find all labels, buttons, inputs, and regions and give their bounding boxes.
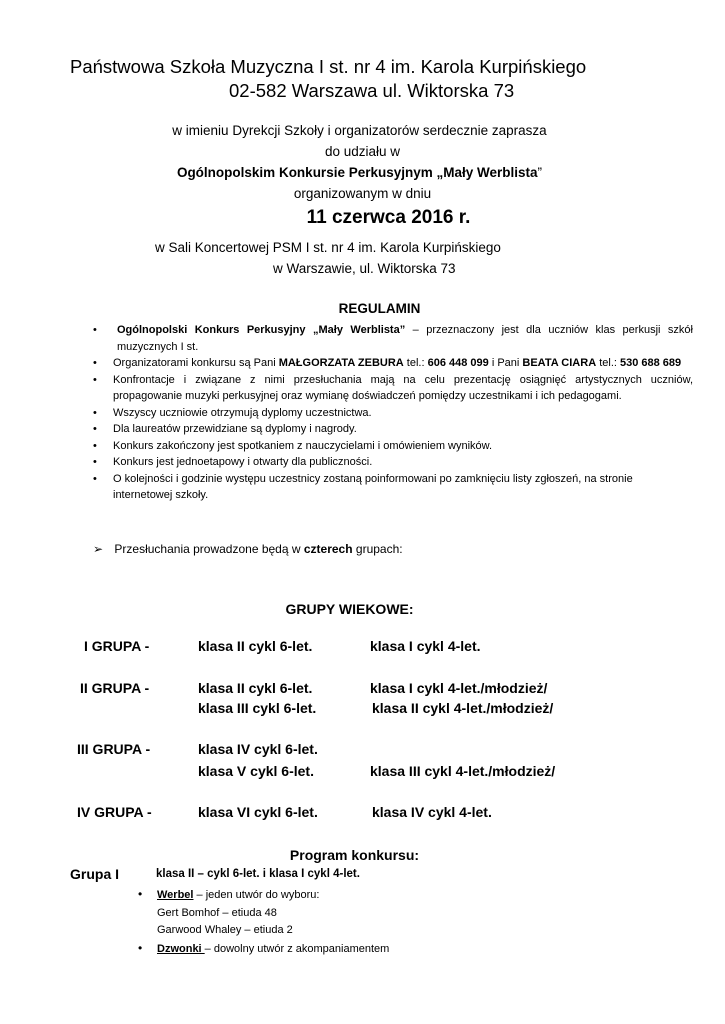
bullet-icon: •: [93, 472, 97, 485]
venue-line-2: w Warszawie, ul. Wiktorska 73: [273, 261, 456, 276]
school-address: 02-582 Warszawa ul. Wiktorska 73: [229, 80, 515, 101]
groups-title: GRUPY WIEKOWE:: [285, 601, 414, 617]
bullet-icon: •: [93, 439, 97, 452]
werbel-text: – jeden utwór do wyboru:: [193, 889, 320, 901]
contest-name-quote: ”: [537, 165, 543, 180]
group-4-class-6: klasa VI cykl 6-let.: [198, 804, 318, 820]
group-4-label: IV GRUPA -: [77, 804, 152, 820]
program-group-label: Grupa I: [70, 866, 120, 882]
regulamin-item: [93, 405, 693, 422]
regulamin-item: [93, 421, 693, 438]
group-1-class-6: klasa II cykl 6-let.: [198, 638, 313, 654]
regulamin-item: [93, 454, 693, 471]
bullet-icon: •: [138, 887, 143, 901]
bullet-icon: •: [138, 941, 143, 955]
bullet-icon: •: [93, 406, 97, 419]
regulamin-item-2-text: Organizatorami konkursu są Pani: [113, 357, 279, 369]
auditions-text: Przesłuchania prowadzone będą w: [114, 542, 304, 556]
regulamin-list: [93, 322, 693, 504]
group-1-class-4: klasa I cykl 4-let.: [370, 638, 481, 654]
group-2-label: II GRUPA -: [80, 680, 150, 696]
venue-line-1: w Sali Koncertowej PSM I st. nr 4 im. Karola Kurpińskiego: [155, 240, 501, 255]
regulamin-item-5-text: Dla laureatów przewidziane są dyplomy i nagrody.: [113, 423, 357, 435]
regulamin-item-2-text: tel.:: [403, 357, 428, 369]
bullet-icon: •: [93, 373, 97, 386]
organizer-name-1: MAŁGORZATA ZEBURA: [278, 357, 404, 369]
regulamin-item-2-text: tel.:: [596, 357, 620, 369]
contest-name: [0, 165, 722, 180]
group-2-class-4-a: klasa I cykl 4-let./młodzież/: [370, 680, 548, 696]
group-3-class-6-a: klasa IV cykl 6-let.: [198, 741, 318, 757]
auditions-text-end: grupach:: [352, 542, 403, 556]
organizer-name-2: BEATA CIARA: [522, 357, 597, 369]
regulamin-item: [93, 372, 693, 405]
regulamin-item: [93, 355, 693, 372]
regulamin-item-1-bold: Ogólnopolski Konkurs Perkusyjny „Mały Werblista”: [117, 324, 406, 336]
bullet-icon: •: [93, 423, 97, 435]
werbel-option-1: Gert Bomhof – etiuda 48: [157, 907, 277, 919]
werbel-label: Werbel: [157, 889, 194, 901]
invite-line-4: organizowanym w dniu: [293, 186, 432, 201]
regulamin-item: [93, 322, 693, 355]
werbel-option-2: Garwood Whaley – etiuda 2: [157, 924, 293, 936]
bullet-icon: •: [93, 324, 97, 336]
invite-line-2: do udziału w: [324, 144, 401, 159]
bullet-icon: •: [93, 456, 97, 468]
invite-line-1: w imieniu Dyrekcji Szkoły i organizatorów serdecznie zaprasza: [172, 123, 547, 138]
dzwonki-text: – dowolny utwór z akompaniamentem: [204, 943, 390, 955]
program-group-desc: klasa II – cykl 6-let. i klasa I cykl 4-let.: [156, 868, 360, 880]
dzwonki-line: [157, 941, 389, 958]
group-2-class-6-b: klasa III cykl 6-let.: [198, 700, 317, 716]
dzwonki-label: Dzwonki: [157, 943, 205, 955]
regulamin-title: REGULAMIN: [338, 301, 421, 316]
regulamin-item-8-text: O kolejności i godzinie występu uczestnicy zostaną poinformowani po zamknięciu listy zgłoszeń, na stronie internetowej szkoły.: [113, 472, 633, 501]
school-name: Państwowa Szkoła Muzyczna I st. nr 4 im. Karola Kurpińskiego: [70, 56, 587, 77]
regulamin-item-3-text: Konfrontacje i związane z nimi przesłuchania mają na celu prezentację osiągnięć artystycznych uczniów, propagowanie muzyki perkusyjnej oraz wymianę doświadczeń pomiędzy uczestnikami i ich pedagogami.: [113, 373, 693, 402]
group-3-class-4: klasa III cykl 4-let./młodzież/: [370, 763, 556, 779]
regulamin-item-2-text: i Pani: [488, 357, 523, 369]
group-3-class-6-b: klasa V cykl 6-let.: [198, 763, 314, 779]
group-1-label: I GRUPA -: [84, 638, 150, 654]
arrow-icon: ➢: [93, 542, 104, 556]
regulamin-item: [93, 438, 693, 455]
contest-date: 11 czerwca 2016 r.: [306, 207, 471, 228]
auditions-count: czterech: [303, 542, 353, 556]
organizer-phone-2: 530 688 689: [619, 357, 682, 369]
bullet-icon: •: [93, 357, 97, 369]
contest-name-bold: Ogólnopolskim Konkursie Perkusyjnym „Mały Werblista: [176, 165, 538, 180]
group-2-class-6-a: klasa II cykl 6-let.: [198, 680, 313, 696]
group-2-class-4-b: klasa II cykl 4-let./młodzież/: [372, 700, 554, 716]
regulamin-item-7-text: Konkurs jest jednoetapowy i otwarty dla publiczności.: [113, 456, 373, 468]
auditions-line: [93, 542, 403, 556]
regulamin-item: [93, 471, 693, 504]
organizer-phone-1: 606 448 099: [427, 357, 489, 369]
regulamin-item-6-text: Konkurs zakończony jest spotkaniem z nauczycielami i omówieniem wyników.: [113, 439, 493, 452]
regulamin-item-4-text: Wszyscy uczniowie otrzymują dyplomy uczestnictwa.: [113, 406, 372, 419]
regulamin-item-1-text: – przeznaczony jest dla uczniów klas perkusji szkół muzycznych I st.: [117, 324, 693, 353]
group-4-class-4: klasa IV cykl 4-let.: [372, 804, 492, 820]
werbel-line: [157, 887, 319, 904]
group-3-label: III GRUPA -: [77, 741, 151, 757]
program-title: Program konkursu:: [289, 847, 420, 863]
